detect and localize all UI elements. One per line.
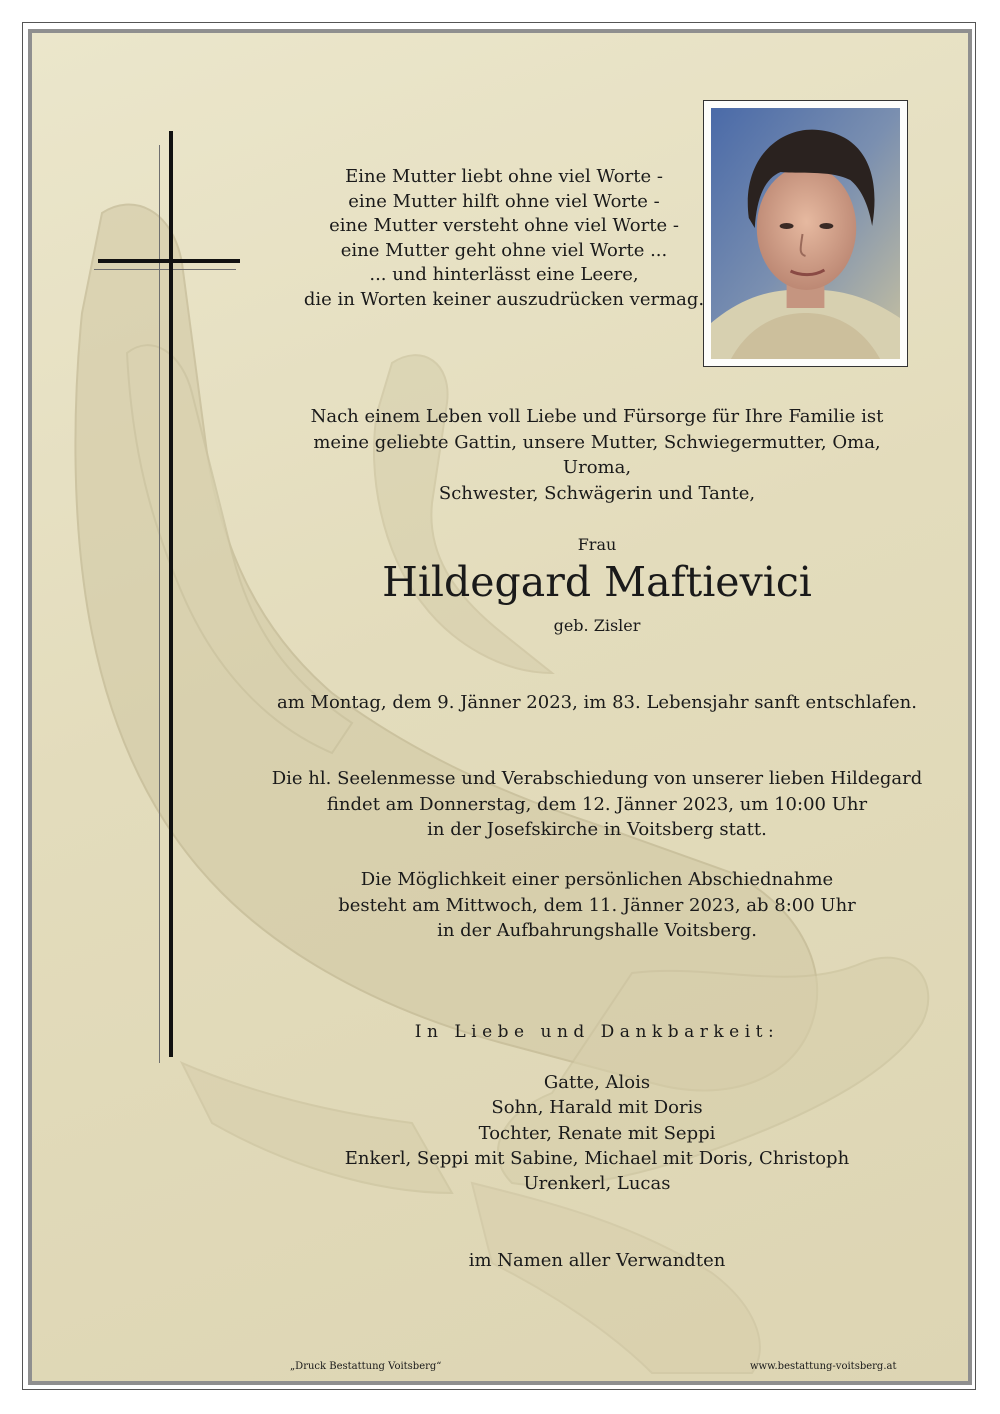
cross-shadow-vertical [159, 145, 160, 1063]
thanks-heading: In Liebe und Dankbarkeit: [414, 1022, 780, 1042]
mourner-item: Sohn, Harald mit Doris [491, 1097, 703, 1119]
poem-line: eine Mutter hilft ohne viel Worte - [348, 190, 660, 212]
intro-text [282, 404, 912, 506]
obituary-card [28, 29, 972, 1385]
poem-line: Eine Mutter liebt ohne viel Worte - [345, 166, 663, 187]
poem-line: die in Worten keiner auszudrücken vermag. [303, 288, 705, 310]
poem-line: ... und hinterlässt eine Leere, [369, 264, 639, 285]
mourner-item: Urenkerl, Lucas [523, 1173, 671, 1195]
cross-icon [169, 131, 173, 1057]
printer-credit: „Druck Bestattung Voitsberg“ [290, 1361, 442, 1372]
farewell-line: besteht am Mittwoch, dem 11. Jänner 2023, ab 8:00 Uhr [338, 894, 856, 916]
cross-icon-bar [98, 259, 240, 263]
funeral-line: findet am Donnerstag, dem 12. Jänner 2023, um 10:00 Uhr [326, 793, 868, 815]
mourner-item: Enkerl, Seppi mit Sabine, Michael mit Doris, Christoph [344, 1147, 850, 1169]
portrait-photo [711, 108, 900, 359]
salutation: Frau [577, 535, 617, 554]
funeral-line: in der Josefskirche in Voitsberg statt. [427, 819, 767, 840]
memorial-poem [294, 165, 714, 312]
cross-shadow-horizontal [94, 269, 236, 270]
family-note: im Namen aller Verwandten [468, 1250, 726, 1271]
funeral-details [262, 766, 932, 843]
death-notice: am Montag, dem 9. Jänner 2023, im 83. Lebensjahr sanft entschlafen. [277, 692, 917, 713]
farewell-details [262, 867, 932, 944]
funeral-line: Die hl. Seelenmesse und Verabschiedung von unserer lieben Hildegard [271, 768, 923, 789]
portrait-photo-frame [703, 100, 908, 367]
mourner-item: Tochter, Renate mit Seppi [478, 1122, 716, 1144]
farewell-line: Die Möglichkeit einer persönlichen Abschiednahme [360, 869, 834, 890]
mourners-list [312, 1070, 882, 1196]
poem-line: eine Mutter geht ohne viel Worte ... [340, 239, 668, 261]
mourner-item: Gatte, Alois [543, 1072, 651, 1093]
intro-line: meine geliebte Gattin, unsere Mutter, Schwiegermutter, Oma, Uroma, [313, 431, 881, 478]
maiden-name: geb. Zisler [553, 616, 641, 635]
poem-line: eine Mutter versteht ohne viel Worte - [329, 215, 679, 236]
intro-line: Nach einem Leben voll Liebe und Fürsorge für Ihre Familie ist [310, 406, 884, 427]
deceased-name: Hildegard Maftievici [382, 558, 812, 606]
intro-line: Schwester, Schwägerin und Tante, [438, 482, 756, 504]
farewell-line: in der Aufbahrungshalle Voitsberg. [437, 920, 757, 941]
website-link[interactable]: www.bestattung-voitsberg.at [750, 1361, 897, 1372]
